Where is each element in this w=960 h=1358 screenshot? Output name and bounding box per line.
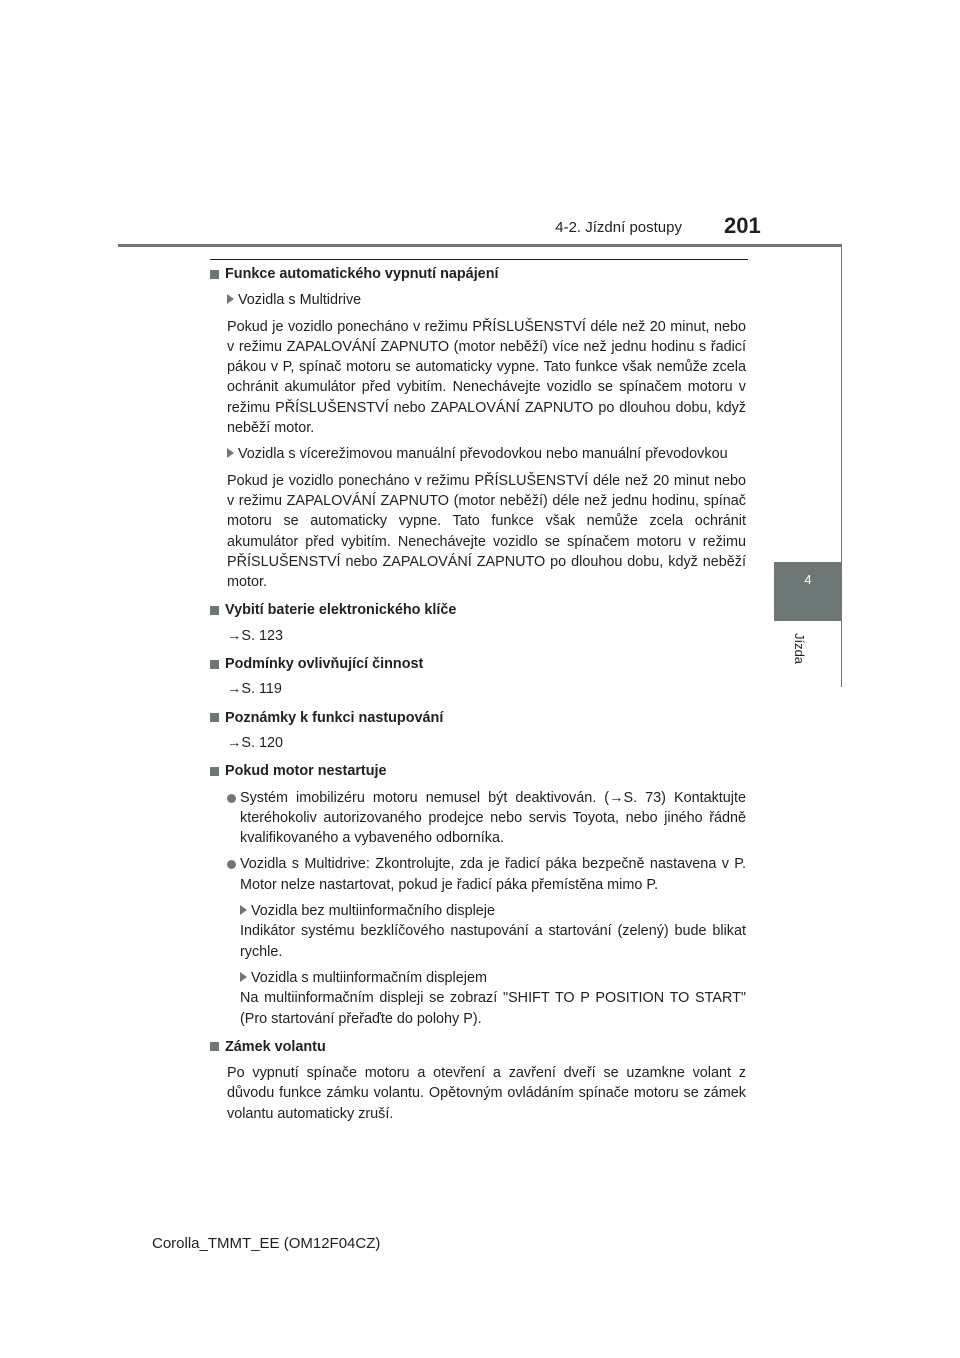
circle-bullet-icon	[227, 794, 236, 803]
section-heading: Pokud motor nestartuje	[210, 761, 746, 781]
page-reference[interactable]: →S. 123	[227, 627, 283, 644]
section-heading: Podmínky ovlivňující činnost	[210, 654, 746, 674]
paragraph: Indikátor systému bezklíčového nastupování a startování (zelený) bude blikat rychle.	[240, 923, 746, 960]
chapter-number: 4	[804, 572, 812, 587]
subheading: Vozidla s vícerežimovou manuální převodovkou nebo manuální převodovkou	[210, 444, 746, 464]
square-bullet-icon	[210, 606, 219, 615]
circle-bullet-icon	[227, 860, 236, 869]
footer-text: Corolla_TMMT_EE (OM12F04CZ)	[152, 1235, 381, 1252]
subheading: Vozidla s Multidrive	[210, 290, 746, 310]
bullet-item: Systém imobilizéru motoru nemusel být deaktivován. (→S. 73) Kontaktujte kteréhokoliv autorizovaného prodejce nebo servis Toyota, nebo jiného řádně kvalifikovaného a vybaveného odborníka.	[210, 788, 746, 849]
page-reference[interactable]: →S. 119	[227, 681, 282, 698]
paragraph: Pokud je vozidlo ponecháno v režimu PŘÍSLUŠENSTVÍ déle než 20 minut, nebo v režimu ZAPALOVÁNÍ ZAPNUTO (motor neběží) více než jednu hodinu s řadicí pákou v P, spínač motoru se automaticky vypne. Tato funkce však nemůže zcela ochránit akumulátor před vybitím. Nenechávejte vozidlo se spínačem motoru v režimu PŘÍSLUŠENSTVÍ nebo ZAPALOVÁNÍ ZAPNUTO po dlouhou dobu, když neběží motor.	[227, 318, 746, 437]
subheading: Vozidla bez multiinformačního displeje	[210, 901, 746, 921]
side-rule	[841, 247, 842, 687]
triangle-arrow-icon	[240, 972, 247, 982]
paragraph: Po vypnutí spínače motoru a otevření a zavření dveří se uzamkne volant z důvodu funkce zámku volantu. Opětovným ovládáním spínače motoru se zámek volantu automaticky zruší.	[227, 1065, 746, 1122]
section-heading: Funkce automatického vypnutí napájení	[210, 264, 746, 284]
page-reference[interactable]: →S. 120	[227, 734, 283, 751]
header-section-title: 4-2. Jízdní postupy	[555, 219, 682, 236]
content-rule	[210, 259, 748, 260]
square-bullet-icon	[210, 270, 219, 279]
page-number: 201	[724, 213, 761, 238]
bullet-item: Vozidla s Multidrive: Zkontrolujte, zda je řadicí páka bezpečně nastavena v P. Motor nelze nastartovat, pokud je řadicí páka přemístěna mimo P.	[210, 854, 746, 895]
square-bullet-icon	[210, 660, 219, 669]
section-heading: Poznámky k funkci nastupování	[210, 708, 746, 728]
square-bullet-icon	[210, 767, 219, 776]
square-bullet-icon	[210, 1042, 219, 1051]
chapter-label-text: Jízda	[792, 632, 808, 665]
header-rule	[118, 244, 842, 247]
triangle-arrow-icon	[240, 905, 247, 915]
content	[210, 264, 746, 1124]
square-bullet-icon	[210, 713, 219, 722]
section-heading: Zámek volantu	[210, 1037, 746, 1057]
triangle-arrow-icon	[227, 448, 234, 458]
paragraph: Na multiinformačním displeji se zobrazí "SHIFT TO P POSITION TO START" (Pro startování přeřaďte do polohy P).	[240, 990, 746, 1027]
triangle-arrow-icon	[227, 294, 234, 304]
chapter-label	[778, 633, 818, 683]
paragraph: Pokud je vozidlo ponecháno v režimu PŘÍSLUŠENSTVÍ déle než 20 minut nebo v režimu ZAPALOVÁNÍ ZAPNUTO (motor neběží) déle než jednu hodinu, spínač motoru se automaticky vypne. Tato funkce však nemůže zcela ochránit akumulátor před vybitím. Nenechávejte vozidlo se spínačem motoru v režimu PŘÍSLUŠENSTVÍ nebo ZAPALOVÁNÍ ZAPNUTO po dlouhou dobu, když neběží motor.	[227, 472, 746, 591]
section-heading: Vybití baterie elektronického klíče	[210, 600, 746, 620]
subheading: Vozidla s multiinformačním displejem	[210, 968, 746, 988]
chapter-tab	[774, 562, 842, 621]
